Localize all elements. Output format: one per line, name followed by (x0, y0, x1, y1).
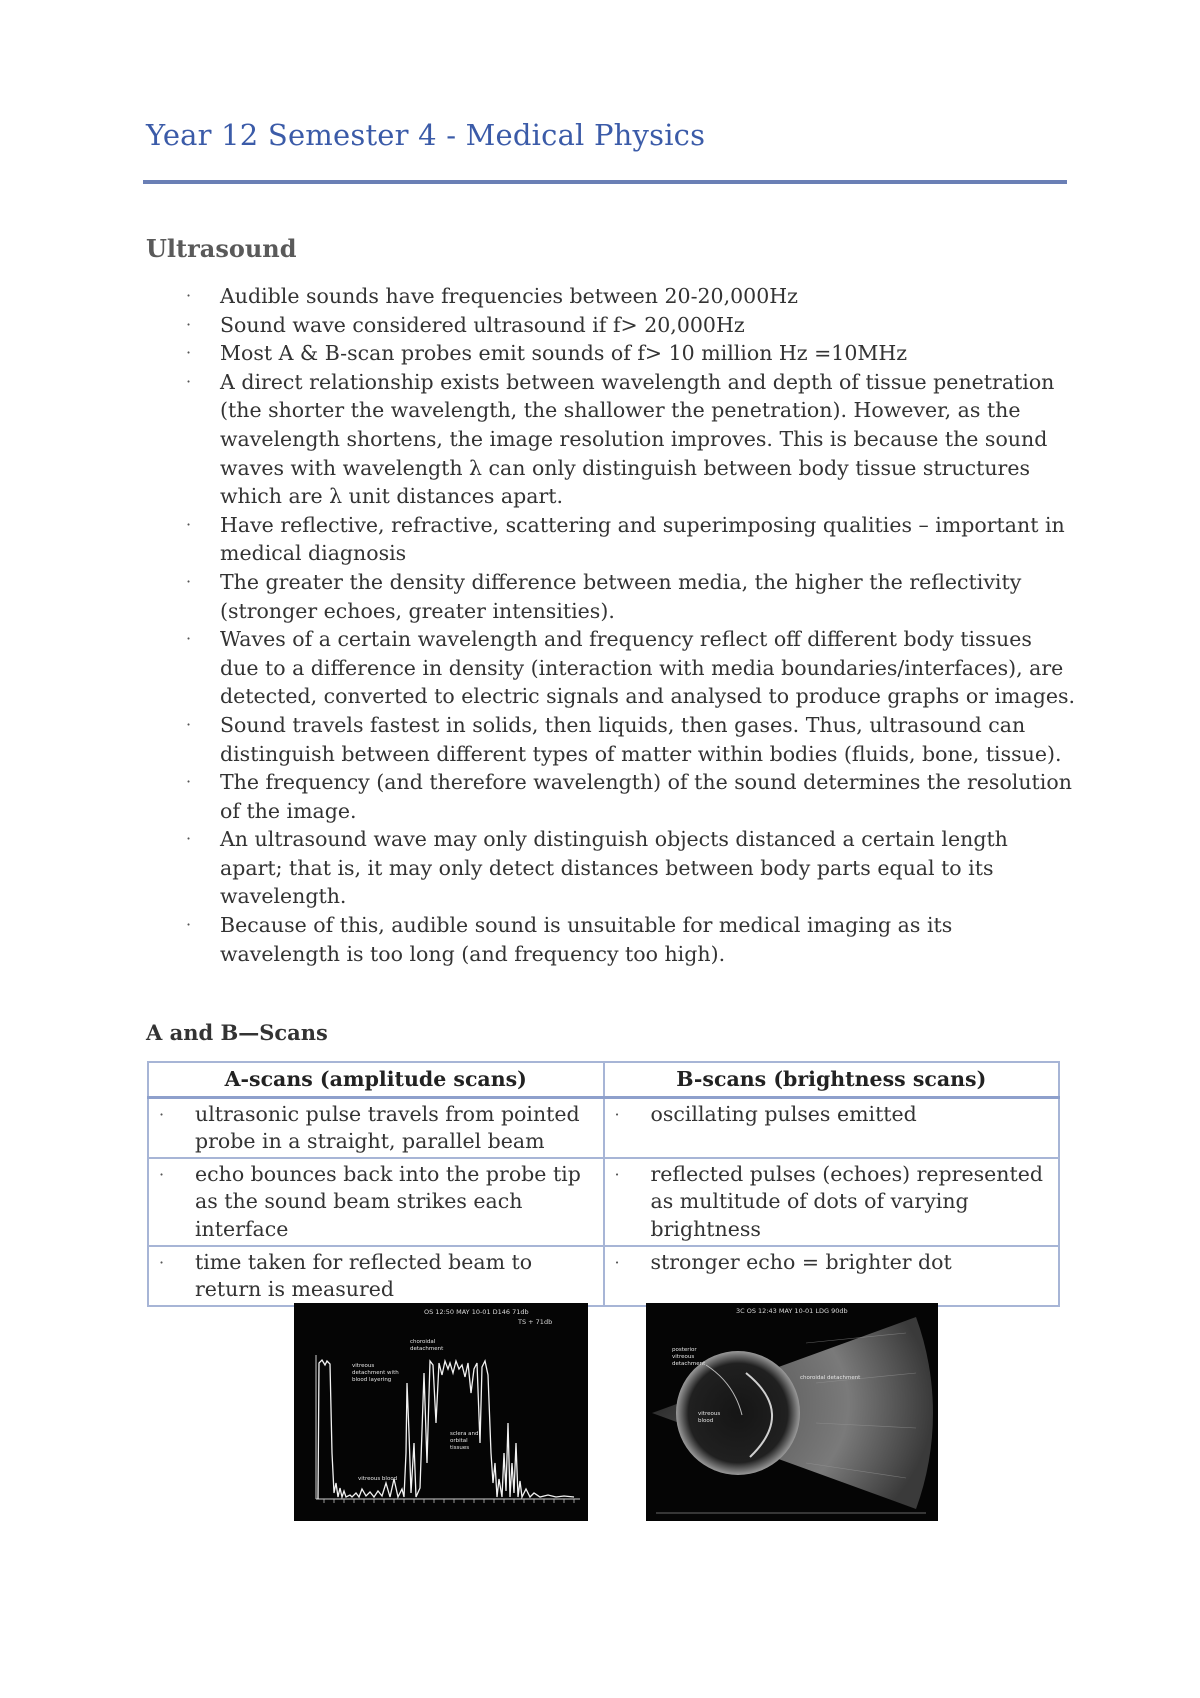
list-item: · A direct relationship exists between wavelength and depth of tissue penetration (the shorter the wavelength, the shallower the penetration). However, as the wavelength shortens, the image resolution improves. This is because the sound waves with wavelength λ can only distinguish between body tissue structures which are λ unit distances apart. (186, 368, 1076, 511)
table-header-row (148, 1062, 1059, 1097)
label-posterior: posterior (672, 1347, 697, 1353)
cell-text: · oscillating pulses emitted (613, 1101, 1051, 1129)
a-scan-graphic (294, 1303, 588, 1521)
list-item: · The frequency (and therefore wavelength) of the sound determines the resolution of the image. (186, 768, 1076, 825)
label-choroidal: choroidal (410, 1339, 436, 1345)
section-heading-ultrasound: Ultrasound (146, 234, 297, 263)
label-blood: blood (698, 1418, 714, 1424)
table-cell (148, 1097, 604, 1158)
table-cell (148, 1158, 604, 1246)
section-heading-scans: A and B—Scans (146, 1020, 328, 1045)
table-cell (148, 1246, 604, 1306)
column-header-b-scans: B-scans (brightness scans) (604, 1062, 1060, 1097)
a-scan-image (294, 1303, 588, 1521)
list-item: · Waves of a certain wavelength and frequency reflect off different body tissues due to a difference in density (interaction with media boundaries/interfaces), are detected, converted to electric signals and analysed to produce graphs or images. (186, 625, 1076, 711)
label-vitreous: vitreous (672, 1354, 695, 1360)
list-item: · Sound wave considered ultrasound if f> 20,000Hz (186, 311, 1076, 340)
cell-text: · ultrasonic pulse travels from pointed probe in a straight, parallel beam (157, 1101, 595, 1156)
label-detachment: detachment (410, 1346, 444, 1352)
b-scan-header: 3C OS 12:43 MAY 10-01 LDG 90db (736, 1307, 848, 1315)
label-orbital: orbital (450, 1438, 468, 1444)
list-item: · An ultrasound wave may only distinguish objects distanced a certain length apart; that is, it may only detect distances between body parts equal to its wavelength. (186, 825, 1076, 911)
label-vitreous: vitreous (352, 1363, 375, 1369)
label-detachment-with: detachment with (352, 1370, 399, 1376)
scans-comparison-table (147, 1061, 1060, 1307)
label-vitreous-2: vitreous (698, 1411, 721, 1417)
a-scan-header-1: OS 12:50 MAY 10-01 D146 71db (424, 1308, 529, 1316)
b-scan-graphic (646, 1303, 938, 1521)
label-tissues: tissues (450, 1445, 470, 1451)
list-item: · Audible sounds have frequencies between 20-20,000Hz (186, 282, 1076, 311)
label-blood-layering: blood layering (352, 1377, 392, 1383)
page-title: Year 12 Semester 4 - Medical Physics (146, 118, 706, 152)
list-item: · The greater the density difference between media, the higher the reflectivity (stronger echoes, greater intensities). (186, 568, 1076, 625)
cell-text: · echo bounces back into the probe tip as the sound beam strikes each interface (157, 1161, 595, 1244)
list-item: · Most A & B-scan probes emit sounds of f> 10 million Hz =10MHz (186, 339, 1076, 368)
a-scan-header-2: TS + 71db (518, 1318, 553, 1326)
list-item: · Sound travels fastest in solids, then liquids, then gases. Thus, ultrasound can distinguish between different types of matter within bodies (fluids, bone, tissue). (186, 711, 1076, 768)
b-scan-image (646, 1303, 938, 1521)
label-sclera: sclera and (450, 1431, 479, 1437)
table-row (148, 1246, 1059, 1306)
table-cell (604, 1246, 1060, 1306)
cell-text: · stronger echo = brighter dot (613, 1249, 1051, 1277)
list-item: · Have reflective, refractive, scattering and superimposing qualities – important in medical diagnosis (186, 511, 1076, 568)
table-cell (604, 1097, 1060, 1158)
list-item: · Because of this, audible sound is unsuitable for medical imaging as its wavelength is too long (and frequency too high). (186, 911, 1076, 968)
table-row (148, 1158, 1059, 1246)
table-cell (604, 1158, 1060, 1246)
column-header-a-scans: A-scans (amplitude scans) (148, 1062, 604, 1097)
label-vitreous-blood: vitreous blood (358, 1476, 398, 1482)
ultrasound-bullet-list (186, 282, 1076, 968)
label-choroidal-detachment: choroidal detachment (800, 1375, 861, 1381)
cell-text: · time taken for reflected beam to return is measured (157, 1249, 595, 1304)
table-row (148, 1097, 1059, 1158)
cell-text: · reflected pulses (echoes) represented as multitude of dots of varying brightness (613, 1161, 1051, 1244)
title-divider (143, 180, 1067, 184)
label-detachment: detachment (672, 1361, 706, 1367)
